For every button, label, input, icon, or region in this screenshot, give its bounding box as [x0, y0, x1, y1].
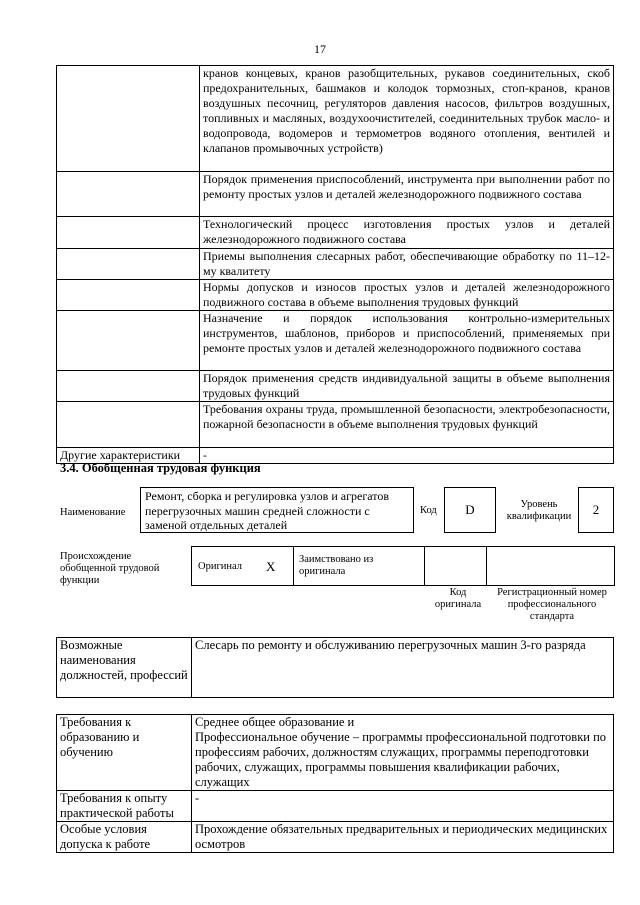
row-label: [57, 402, 200, 448]
table-row: [57, 402, 614, 448]
requirements-table: [56, 714, 614, 853]
name-value: Ремонт, сборка и регулировка узлов и агрегатов перегрузочных машин средней сложности с заменой отдельных деталей: [140, 487, 414, 533]
knowledge-table: [56, 65, 614, 464]
conditions-label: Особые условия допуска к работе: [57, 822, 192, 853]
positions-table: [56, 637, 614, 698]
original-mark: X: [266, 559, 276, 574]
divider: [424, 546, 425, 586]
origin-label: Происхождение обобщенной трудовой функции: [60, 551, 160, 586]
table-row: [57, 280, 614, 311]
section-title: 3.4. Обобщенная трудовая функция: [60, 461, 261, 475]
table-row: [57, 715, 614, 791]
experience-value: -: [192, 791, 614, 822]
row-text: Назначение и порядок использования контрольно-измерительных инструментов, шаблонов, приборов и приспособлений, применяемых при ремонте простых узлов и деталей железнодорожного подвижного состава: [200, 311, 614, 371]
level-value: 2: [578, 487, 614, 533]
positions-label: Возможные наименования должностей, профессий: [57, 638, 192, 698]
conditions-value: Прохождение обязательных предварительных и периодических медицинских осмотров: [192, 822, 614, 853]
row-label: [57, 311, 200, 371]
page-number: 17: [314, 42, 326, 56]
row-text: кранов концевых, кранов разобщительных, рукавов соединительных, скоб предохранительных, башмаков и колодок тормозных, стоп-кранов, кранов воздушных песочниц, регуляторов давления насосов, фильтров воздушных, топливных и масляных, воздухоочистителей, соединительных трубок масло- и водопровода, водомеров и термометров водяного отопления, вентилей и клапанов промывочных устройств): [200, 66, 614, 172]
original-label: Оригинал: [198, 561, 242, 572]
table-row: [57, 249, 614, 280]
row-text: Порядок применения средств индивидуальной защиты в объеме выполнения трудовых функций: [200, 371, 614, 402]
row-label: Другие характеристики: [57, 448, 200, 464]
caption-code: Код оригинала: [434, 587, 482, 610]
row-label: [57, 249, 200, 280]
table-row: [57, 172, 614, 217]
experience-label: Требования к опыту практической работы: [57, 791, 192, 822]
row-text: Порядок применения приспособлений, инструмента при выполнении работ по ремонту простых узлов и деталей железнодорожного подвижного состава: [200, 172, 614, 217]
divider: [293, 546, 294, 586]
divider: [486, 546, 487, 586]
table-row: [57, 371, 614, 402]
positions-value: Слесарь по ремонту и обслуживанию перегрузочных машин 3-го разряда: [192, 638, 614, 698]
level-label: Уровень квалификации: [506, 499, 572, 522]
education-line: Профессиональное обучение – программы профессиональной подготовки по профессиям рабочих, должностям служащих, программы переподготовки рабочих, служащих, программы повышения квалификации рабочих, служащих: [195, 730, 607, 789]
table-row: [57, 66, 614, 172]
origin-box: [191, 546, 615, 586]
education-label: Требования к образованию и обучению: [57, 715, 192, 791]
name-label: Наименование: [60, 507, 126, 518]
education-value: [192, 715, 614, 791]
row-label: [57, 371, 200, 402]
row-label: [57, 217, 200, 249]
row-text: Приемы выполнения слесарных работ, обеспечивающие обработку по 11–12-му квалитету: [200, 249, 614, 280]
row-text: Нормы допусков и износов простых узлов и деталей железнодорожного подвижного состава в объеме выполнения трудовых функций: [200, 280, 614, 311]
table-row: [57, 311, 614, 371]
code-label: Код: [420, 505, 437, 516]
caption-reg: Регистрационный номер профессионального стандарта: [497, 587, 607, 622]
education-line: Среднее общее образование и: [195, 715, 355, 729]
row-text: -: [200, 448, 614, 464]
table-row: [57, 822, 614, 853]
borrowed-label: Заимствовано из оригинала: [299, 554, 374, 577]
row-label: [57, 66, 200, 172]
table-row: [57, 791, 614, 822]
row-text: Требования охраны труда, промышленной безопасности, электробезопасности, пожарной безопасности в объеме выполнения трудовых функций: [200, 402, 614, 448]
table-row: [57, 217, 614, 249]
row-label: [57, 172, 200, 217]
code-value: D: [444, 487, 496, 533]
table-row: [57, 638, 614, 698]
row-label: [57, 280, 200, 311]
row-text: Технологический процесс изготовления простых узлов и деталей железнодорожного подвижного состава: [200, 217, 614, 249]
